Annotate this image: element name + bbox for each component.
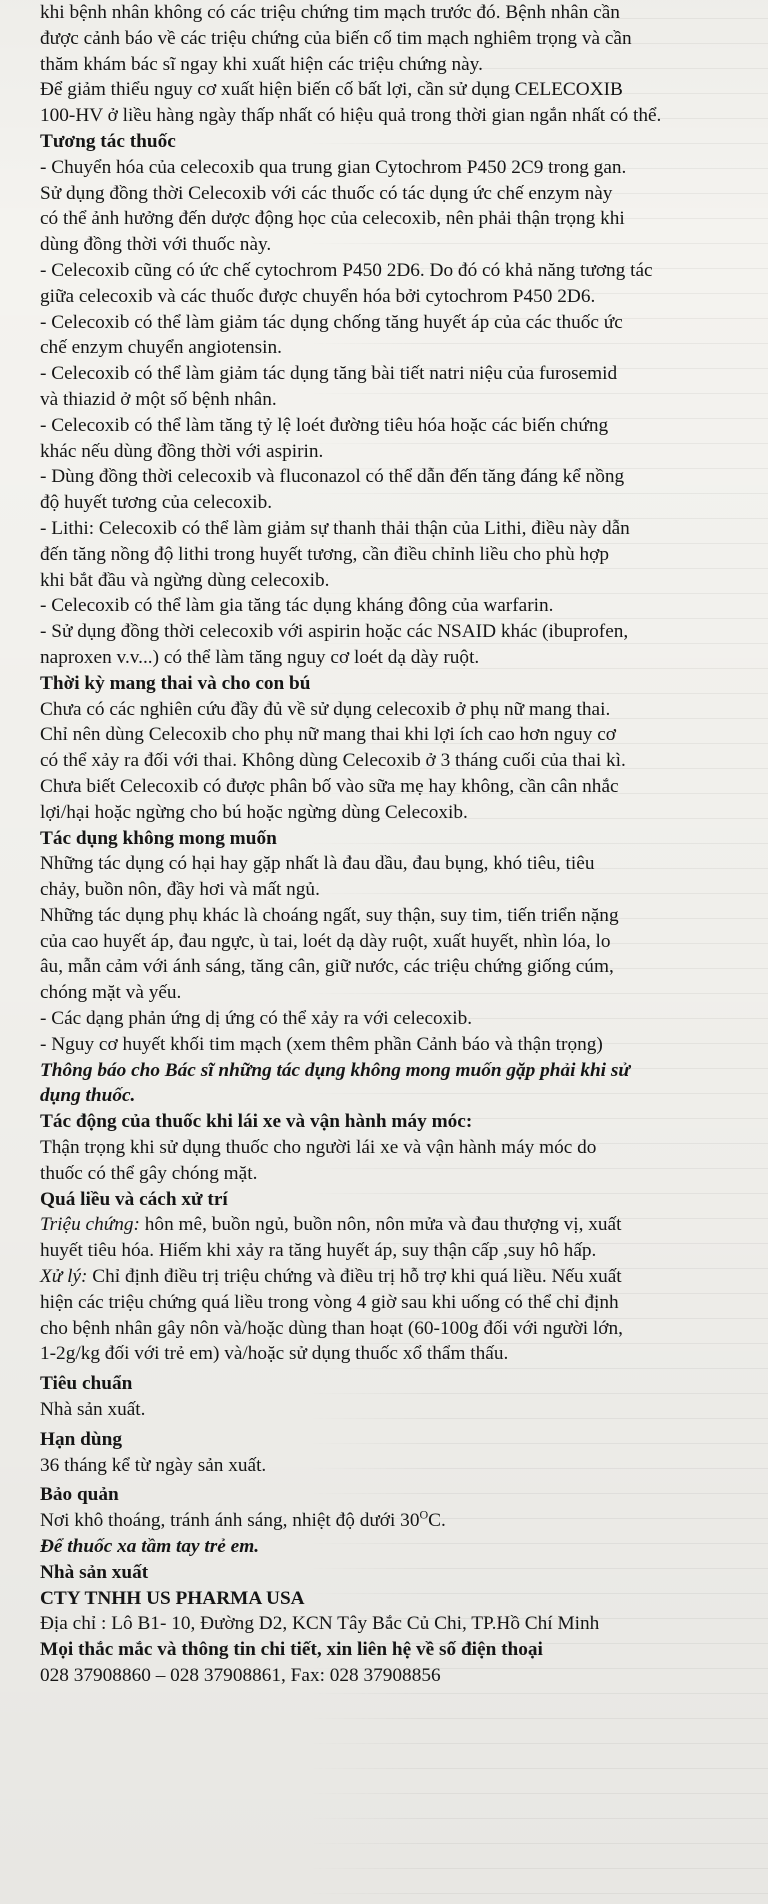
leaflet-text — [40, 0, 758, 1689]
text-line: dùng đồng thời với thuốc này. — [40, 234, 272, 256]
text-line: Những tác dụng phụ khác là choáng ngất, suy thận, suy tim, tiến triển nặng — [40, 904, 619, 926]
symptoms-text: hôn mê, buồn ngủ, buồn nôn, nôn mửa và đau thượng vị, xuất — [139, 1214, 622, 1236]
text-line: của cao huyết áp, đau ngực, ù tai, loét dạ dày ruột, xuất huyết, nhìn lóa, lo — [40, 930, 611, 952]
text-line: naproxen v.v...) có thể làm tăng nguy cơ loét dạ dày ruột. — [40, 646, 480, 668]
text-line: - Nguy cơ huyết khối tim mạch (xem thêm phần Cảnh báo và thận trọng) — [40, 1033, 603, 1055]
text-line: cho bệnh nhân gây nôn và/hoặc dùng than hoạt (60-100g đối với người lớn, — [40, 1317, 623, 1339]
symptoms-label: Triệu chứng: — [40, 1214, 140, 1236]
company-name: CTY TNHH US PHARMA USA — [40, 1587, 305, 1609]
heading-storage: Bảo quản — [40, 1484, 119, 1506]
text-line: Sử dụng đồng thời Celecoxib với các thuốc có tác dụng ức chế enzym này — [40, 182, 613, 204]
text-line: huyết tiêu hóa. Hiếm khi xảy ra tăng huyết áp, suy thận cấp ,suy hô hấp. — [40, 1240, 597, 1262]
text-line: - Các dạng phản ứng dị ứng có thể xảy ra với celecoxib. — [40, 1008, 473, 1030]
treatment-text: Chỉ định điều trị triệu chứng và điều trị hỗ trợ khi quá liều. Nếu xuất — [87, 1266, 622, 1288]
heading-manufacturer: Nhà sản xuất — [40, 1561, 149, 1583]
storage-text-a: Nơi khô thoáng, tránh ánh sáng, nhiệt độ dưới 30 — [40, 1510, 420, 1532]
text-line: khi bắt đầu và ngừng dùng celecoxib. — [40, 569, 330, 591]
treatment-label: Xử lý: — [40, 1266, 88, 1288]
keep-away-notice: Để thuốc xa tầm tay trẻ em. — [40, 1536, 260, 1558]
text-line: - Dùng đồng thời celecoxib và fluconazol có thể dẫn đến tăng đáng kể nồng — [40, 466, 625, 488]
heading-shelf-life: Hạn dùng — [40, 1428, 122, 1450]
text-line: Thận trọng khi sử dụng thuốc cho người lái xe và vận hành máy móc do — [40, 1137, 597, 1159]
text-line: - Celecoxib có thể làm gia tăng tác dụng kháng đông của warfarin. — [40, 595, 554, 617]
text-line: - Lithi: Celecoxib có thể làm giảm sự thanh thải thận của Lithi, điều này dẫn — [40, 517, 630, 539]
heading-adverse-effects: Tác dụng không mong muốn — [40, 827, 277, 849]
text-line: Để giảm thiểu nguy cơ xuất hiện biến cố bất lợi, cần sử dụng CELECOXIB — [40, 79, 623, 101]
text-line: độ huyết tương của celecoxib. — [40, 492, 273, 514]
doctor-notice: Thông báo cho Bác sĩ những tác dụng không mong muốn gặp phải khi sử — [40, 1059, 630, 1081]
doctor-notice: dụng thuốc. — [40, 1085, 136, 1107]
text-line — [40, 1264, 758, 1290]
text-line: Chỉ nên dùng Celecoxib cho phụ nữ mang thai khi lợi ích cao hơn nguy cơ — [40, 724, 616, 746]
text-line: Những tác dụng có hại hay gặp nhất là đau dầu, đau bụng, khó tiêu, tiêu — [40, 853, 595, 875]
text-line: hiện các triệu chứng quá liều trong vòng 4 giờ sau khi uống có thể chỉ định — [40, 1291, 619, 1313]
text-line: khi bệnh nhân không có các triệu chứng tim mạch trước đó. Bệnh nhân cần — [40, 2, 620, 23]
text-line: và thiazid ở một số bệnh nhân. — [40, 388, 277, 410]
text-line: âu, mẫn cảm với ánh sáng, tăng cân, giữ nước, các triệu chứng giống cúm, — [40, 956, 614, 978]
text-line: có thể xảy ra đối với thai. Không dùng Celecoxib ở 3 tháng cuối của thai kì. — [40, 750, 626, 772]
text-line: thuốc có thể gây chóng mặt. — [40, 1162, 258, 1184]
text-line: thăm khám bác sĩ ngay khi xuất hiện các triệu chứng này. — [40, 53, 483, 75]
text-line: được cảnh báo về các triệu chứng của biến cố tim mạch nghiêm trọng và cần — [40, 27, 632, 49]
text-line: Nhà sản xuất. — [40, 1399, 146, 1421]
text-line: lợi/hại hoặc ngừng cho bú hoặc ngừng dùng Celecoxib. — [40, 801, 468, 823]
text-line: - Sử dụng đồng thời celecoxib với aspirin hoặc các NSAID khác (ibuprofen, — [40, 621, 629, 643]
heading-standard: Tiêu chuẩn — [40, 1373, 133, 1395]
text-line: - Celecoxib có thể làm giảm tác dụng tăng bài tiết natri niệu của furosemid — [40, 363, 618, 385]
text-line: chế enzym chuyển angiotensin. — [40, 337, 283, 359]
text-line: - Celecoxib có thể làm giảm tác dụng chống tăng huyết áp của các thuốc ức — [40, 311, 623, 333]
text-line: - Chuyển hóa của celecoxib qua trung gian Cytochrom P450 2C9 trong gan. — [40, 156, 627, 178]
storage-text-b: C. — [428, 1510, 446, 1532]
text-line: có thể ảnh hưởng đến dược động học của celecoxib, nên phải thận trọng khi — [40, 208, 625, 230]
text-line: 100-HV ở liều hàng ngày thấp nhất có hiệu quả trong thời gian ngắn nhất có thể. — [40, 105, 662, 127]
heading-pregnancy: Thời kỳ mang thai và cho con bú — [40, 672, 311, 694]
heading-driving: Tác động của thuốc khi lái xe và vận hành máy móc: — [40, 1111, 473, 1133]
text-line: 1-2g/kg đối với trẻ em) và/hoặc sử dụng thuốc xổ thẩm thấu. — [40, 1343, 509, 1365]
heading-interactions: Tương tác thuốc — [40, 130, 176, 152]
storage-text — [40, 1508, 758, 1534]
contact-line: Mọi thắc mắc và thông tin chi tiết, xin liên hệ về số điện thoại — [40, 1639, 543, 1661]
text-line: - Celecoxib có thể làm tăng tỷ lệ loét đường tiêu hóa hoặc các biến chứng — [40, 414, 609, 436]
company-address: Địa chỉ : Lô B1- 10, Đường D2, KCN Tây Bắc Củ Chi, TP.Hồ Chí Minh — [40, 1613, 600, 1635]
text-line: khác nếu dùng đồng thời với aspirin. — [40, 440, 324, 462]
text-line: 36 tháng kể từ ngày sản xuất. — [40, 1454, 267, 1476]
text-line: - Celecoxib cũng có ức chế cytochrom P450 2D6. Do đó có khả năng tương tác — [40, 259, 653, 281]
phone-numbers: 028 37908860 – 028 37908861, Fax: 028 37908856 — [40, 1665, 441, 1686]
degree-sup: O — [419, 1507, 429, 1522]
text-line: chảy, buồn nôn, đầy hơi và mất ngủ. — [40, 879, 320, 901]
text-line: đến tăng nồng độ lithi trong huyết tương, cần điều chỉnh liều cho phù hợp — [40, 543, 610, 565]
text-line: giữa celecoxib và các thuốc được chuyển hóa bởi cytochrom P450 2D6. — [40, 285, 596, 307]
text-line: Chưa có các nghiên cứu đầy đủ về sử dụng celecoxib ở phụ nữ mang thai. — [40, 698, 611, 720]
text-line — [40, 1212, 758, 1238]
text-line: Chưa biết Celecoxib có được phân bố vào sữa mẹ hay không, cần cân nhắc — [40, 775, 619, 797]
heading-overdose: Quá liều và cách xử trí — [40, 1188, 228, 1210]
text-line: chóng mặt và yếu. — [40, 982, 182, 1004]
